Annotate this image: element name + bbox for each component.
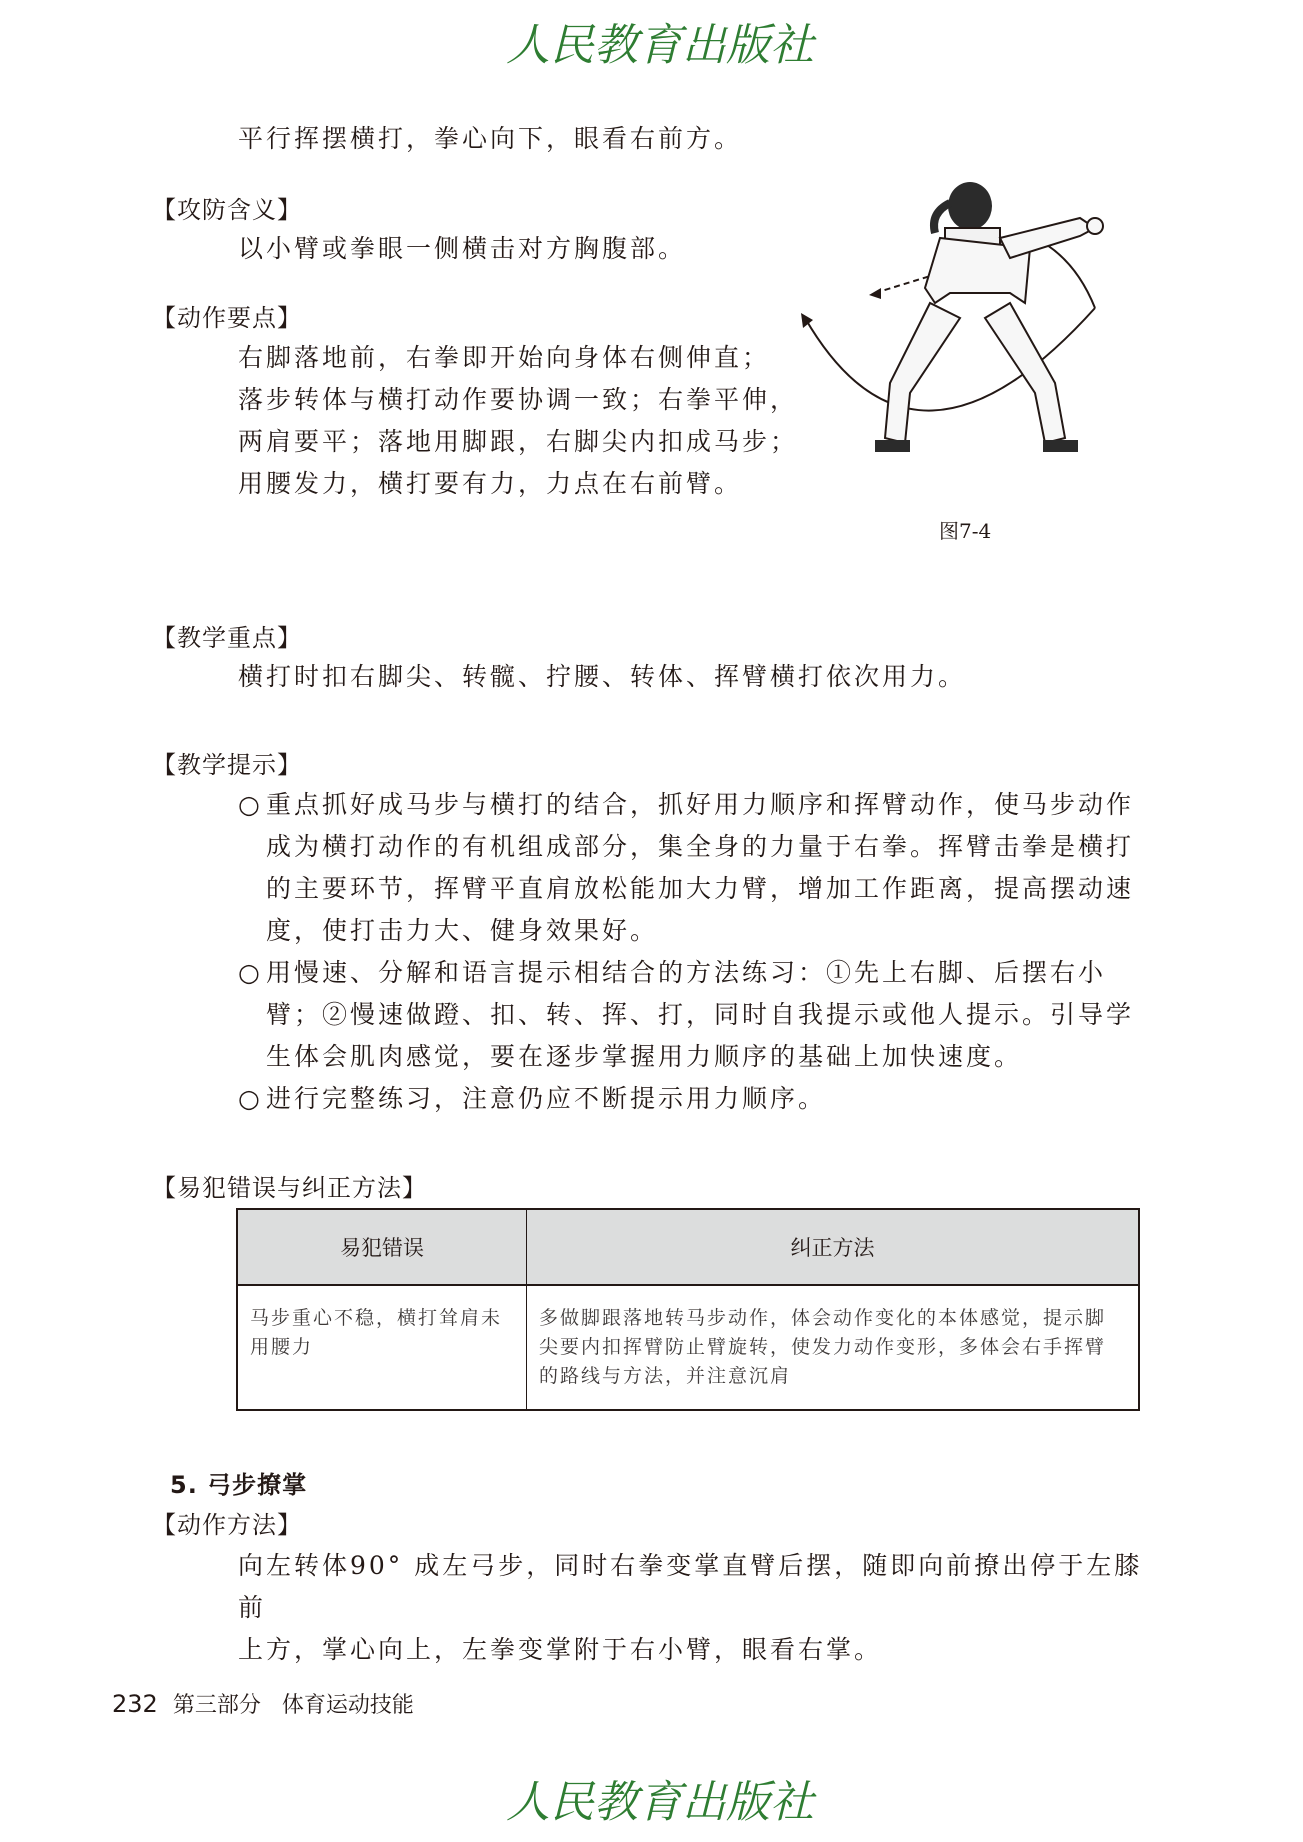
attack-text: 以小臂或拳眼一侧横击对方胸腹部。 [238,234,687,263]
teaching-focus-text: 横打时扣右脚尖、转髋、拧腰、转体、挥臂横打依次用力。 [238,662,967,691]
publisher-logo-top [470,8,850,78]
footer-part: 第三部分 [172,1693,261,1718]
page-number: 232 [112,1690,158,1718]
errors-heading: 【易犯错误与纠正方法】 [152,1174,427,1202]
key-points-text [238,337,798,505]
key-points-line: 右脚落地前，右拳即开始向身体右侧伸直； [238,343,771,372]
tip-bullet: ○ [238,1084,263,1113]
teaching-tips-heading: 【教学提示】 [152,751,302,779]
svg-text:人民教育出版社: 人民教育出版社 [506,20,814,71]
tip-bullet: ○ [238,790,263,819]
method-text [238,1545,1158,1671]
key-points-line: 两肩要平；落地用脚跟，右脚尖内扣成马步； [238,427,799,456]
tip-item [238,784,1143,952]
publisher-logo-bottom [470,1765,850,1835]
tip-item [238,952,1143,1078]
footer-subject: 体育运动技能 [281,1693,414,1718]
method-line: 向左转体90° 成左弓步，同时右拳变掌直臂后摆，随即向前撩出停于左膝前 [238,1551,1143,1622]
figure-caption: 图7-4 [939,519,992,543]
method-line: 上方，掌心向上，左拳变掌附于右小臂，眼看右掌。 [238,1635,883,1664]
figure-horse-stance-illustration [795,178,1145,498]
tip-text: 进行完整练习，注意仍应不断提示用力顺序。 [266,1084,827,1113]
attack-heading: 【攻防含义】 [152,196,302,224]
error-cell: 马步重心不稳，横打耸肩未用腰力 [237,1285,527,1410]
method-heading: 【动作方法】 [152,1511,302,1539]
page-footer [112,1688,414,1719]
table-header-row [237,1209,1139,1285]
column-header-error: 易犯错误 [237,1209,527,1285]
key-points-line: 落步转体与横打动作要协调一致；右拳平伸， [238,385,799,414]
svg-text:人民教育出版社: 人民教育出版社 [506,1777,814,1828]
key-points-line: 用腰发力，横打要有力，力点在右前臂。 [238,469,743,498]
correction-cell: 多做脚跟落地转马步动作，体会动作变化的本体感觉，提示脚尖要内扣挥臂防止臂旋转，使发力动作变形，多体会右手挥臂的路线与方法，并注意沉肩 [539,1307,1107,1387]
tip-text: 用慢速、分解和语言提示相结合的方法练习：①先上右脚、后摆右小臂；②慢速做蹬、扣、转、挥、打，同时自我提示或他人提示。引导学生体会肌肉感觉，要在逐步掌握用力顺序的基础上加快速度。 [266,958,1135,1071]
column-header-correction: 纠正方法 [527,1209,1140,1285]
tip-text: 重点抓好成马步与横打的结合，抓好用力顺序和挥臂动作，使马步动作成为横打动作的有机组成部分，集全身的力量于右拳。挥臂击拳是横打的主要环节，挥臂平直肩放松能加大力臂，增加工作距离，提高摆动速度，使打击力大、健身效果好。 [266,790,1135,945]
section-title: 5. 弓步撩掌 [170,1471,308,1499]
teaching-focus-heading: 【教学重点】 [152,624,302,652]
tip-bullet: ○ [238,958,263,987]
errors-table [236,1208,1140,1411]
intro-line: 平行挥摆横打，拳心向下，眼看右前方。 [238,124,743,153]
key-points-heading: 【动作要点】 [152,304,302,332]
tip-item [238,1078,1143,1120]
table-row [237,1285,1139,1410]
